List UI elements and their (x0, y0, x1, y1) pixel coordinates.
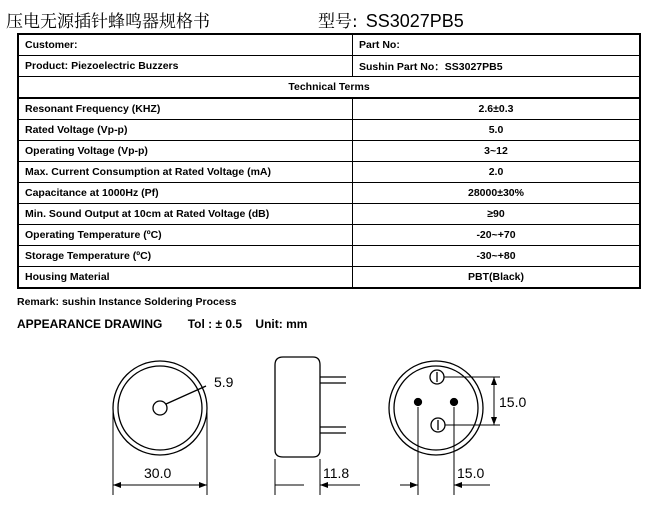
param-cell: Housing Material (18, 267, 353, 289)
product-cell: Product: Piezoelectric Buzzers (18, 56, 353, 77)
appearance-heading (17, 317, 307, 331)
model-value: SS3027PB5 (365, 11, 464, 31)
param-cell: Capacitance at 1000Hz (Pf) (18, 183, 353, 204)
value-cell: 2.0 (353, 162, 641, 183)
value-cell: ≥90 (353, 204, 641, 225)
document-title: 压电无源插针蜂鸣器规格书 (6, 12, 210, 32)
table-row (18, 204, 640, 225)
value-cell: 28000±30% (353, 183, 641, 204)
title-row (6, 7, 646, 31)
value-cell: PBT(Black) (353, 267, 641, 289)
table-row (18, 267, 640, 289)
table-row (18, 98, 640, 120)
sushin-part-cell: Sushin Part No：SS3027PB5 (353, 56, 641, 77)
value-cell: 5.0 (353, 120, 641, 141)
param-cell: Storage Temperature (ºC) (18, 246, 353, 267)
model-heading (318, 7, 464, 32)
section-title: Technical Terms (18, 77, 640, 99)
unit-text: Unit: mm (255, 317, 308, 331)
remark-text: Remark: sushin Instance Soldering Process (17, 296, 237, 308)
spec-table (17, 33, 641, 289)
customer-cell: Customer: (18, 34, 353, 56)
param-cell: Operating Voltage (Vp-p) (18, 141, 353, 162)
value-cell: -30~+80 (353, 246, 641, 267)
param-cell: Max. Current Consumption at Rated Voltage (mA) (18, 162, 353, 183)
appearance-drawing (0, 335, 657, 525)
dim-height: 11.8 (323, 465, 350, 481)
tolerance-text: Tol : ± 0.5 (187, 317, 243, 331)
value-cell: 2.6±0.3 (353, 98, 641, 120)
table-row (18, 141, 640, 162)
table-row (18, 183, 640, 204)
param-cell: Rated Voltage (Vp-p) (18, 120, 353, 141)
dim-pin-horizontal: 15.0 (457, 465, 485, 481)
param-cell: Operating Temperature (ºC) (18, 225, 353, 246)
table-row (18, 225, 640, 246)
model-label: 型号: (318, 12, 358, 32)
table-row (18, 246, 640, 267)
param-cell: Min. Sound Output at 10cm at Rated Voltage (dB) (18, 204, 353, 225)
param-cell: Resonant Frequency (KHZ) (18, 98, 353, 120)
appearance-title: APPEARANCE DRAWING (17, 317, 163, 331)
value-cell: -20~+70 (353, 225, 641, 246)
part-no-cell: Part No: (353, 34, 641, 56)
dim-hole: 5.9 (214, 374, 234, 390)
table-row (18, 162, 640, 183)
value-cell: 3~12 (353, 141, 641, 162)
table-row (18, 120, 640, 141)
dim-pin-vertical: 15.0 (499, 394, 527, 410)
dim-diameter: 30.0 (144, 465, 172, 481)
